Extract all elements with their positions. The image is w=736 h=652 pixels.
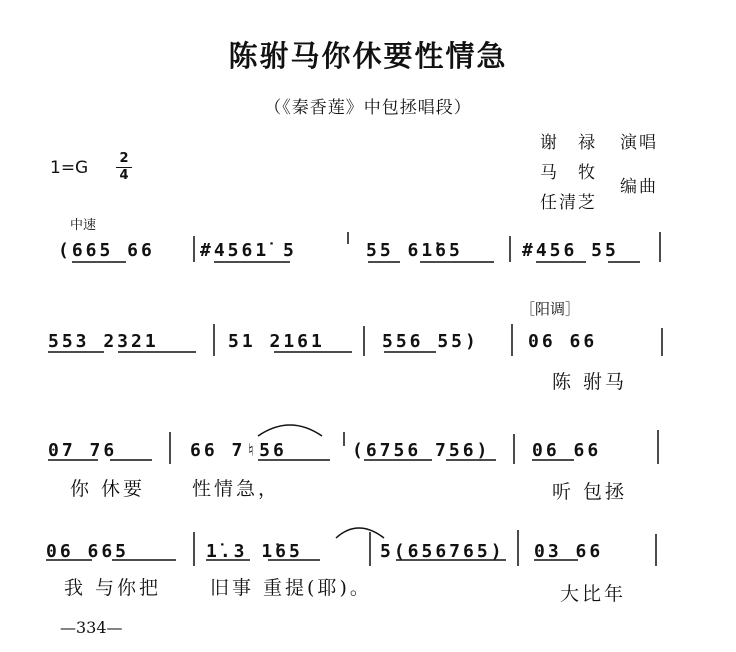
measure-2-4: 06 66: [528, 331, 598, 352]
page-number: —334—: [60, 618, 123, 637]
lyrics-line-4-b: 旧事 重提(耶)。: [210, 577, 372, 599]
time-signature: [116, 152, 132, 183]
lyrics-line-2: 陈 驸马: [552, 371, 628, 393]
lyrics-line-3-a: 你 休要: [70, 478, 146, 500]
lyrics-line-4-c: 大比年: [560, 583, 627, 605]
measure-4-4: 03 66: [534, 541, 604, 562]
key-signature: 1=G: [50, 158, 89, 178]
slur: [336, 528, 384, 538]
composer-name-1: 马 牧: [540, 163, 597, 183]
measure-3-4: 06 66: [532, 440, 602, 461]
measure-1-3: 55 61̇65: [366, 240, 463, 261]
tempo-marking: 中速: [70, 218, 97, 233]
measure-2-2: 51 2161: [228, 331, 325, 352]
measure-4-1: 06 665: [46, 541, 130, 562]
measure-2-1: 553 2321: [48, 331, 159, 352]
measure-3-3: (6756 756): [352, 440, 491, 461]
lyrics-line-4-a: 我 与你把: [64, 577, 162, 599]
measure-4-3: 5(656765): [380, 541, 505, 562]
measure-4-2: 1̇.3 1̇65: [206, 541, 303, 562]
measure-1-4: #456 55: [522, 240, 619, 261]
slur: [258, 425, 322, 436]
measure-1-1: (665 66: [58, 240, 155, 261]
song-title: 陈驸马你休要性情急: [228, 39, 508, 73]
measure-3-1: 07 76: [48, 440, 118, 461]
singer-name: 谢 禄: [540, 133, 597, 153]
composer-name-2: 任清芝: [540, 193, 597, 213]
song-subtitle: （《秦香莲》中包拯唱段）: [264, 98, 472, 118]
lyrics-line-3-c: 听 包拯: [552, 481, 628, 503]
lyrics-line-3-b: 性情急，: [192, 478, 281, 500]
measure-2-3: 556 55): [382, 331, 479, 352]
composer-role: 编曲: [620, 177, 658, 197]
singer-role: 演唱: [620, 133, 658, 153]
meter-top: 2: [119, 151, 129, 166]
measure-1-2: #4561̇ 5: [200, 240, 297, 261]
section-marker: ［阳调］: [520, 300, 581, 318]
meter-bottom: 4: [119, 168, 129, 183]
measure-3-2: 66 7♮56: [190, 440, 287, 461]
